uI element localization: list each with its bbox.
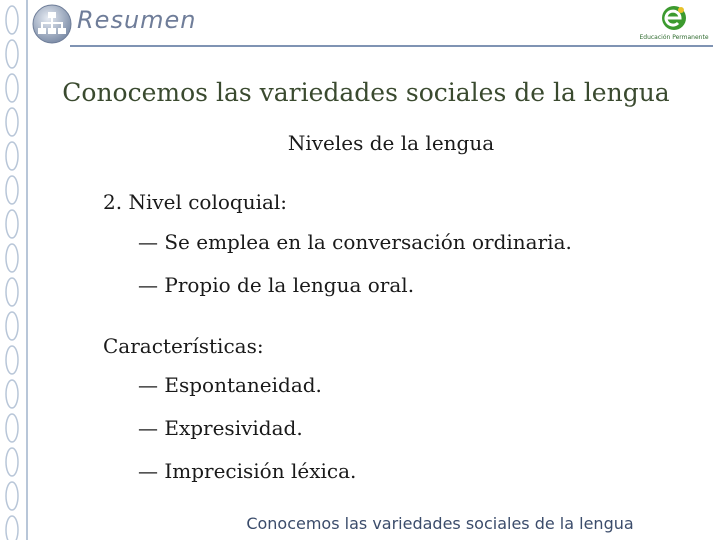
brand-logo [636,2,712,44]
list-item: — Expresividad. [138,416,303,440]
slide-title: Conocemos las variedades sociales de la lengua [62,78,670,107]
brand-label: Educación Permanente [639,34,709,41]
header-divider [70,45,713,47]
slide-footer: Conocemos las variedades sociales de la lengua [246,514,634,533]
sitemap-icon [30,2,74,46]
section-label: Resumen [77,6,197,34]
list-item: — Espontaneidad. [138,373,322,397]
list-item: — Se emplea en la conversación ordinaria. [138,230,572,254]
section-heading-caracteristicas: Características: [103,334,264,358]
brand-e-icon [636,2,712,34]
section-heading-nivel-coloquial: 2. Nivel coloquial: [103,190,288,214]
list-item: — Propio de la lengua oral. [138,273,415,297]
list-item: — Imprecisión léxica. [138,459,357,483]
slide-subtitle: Niveles de la lengua [287,131,495,155]
